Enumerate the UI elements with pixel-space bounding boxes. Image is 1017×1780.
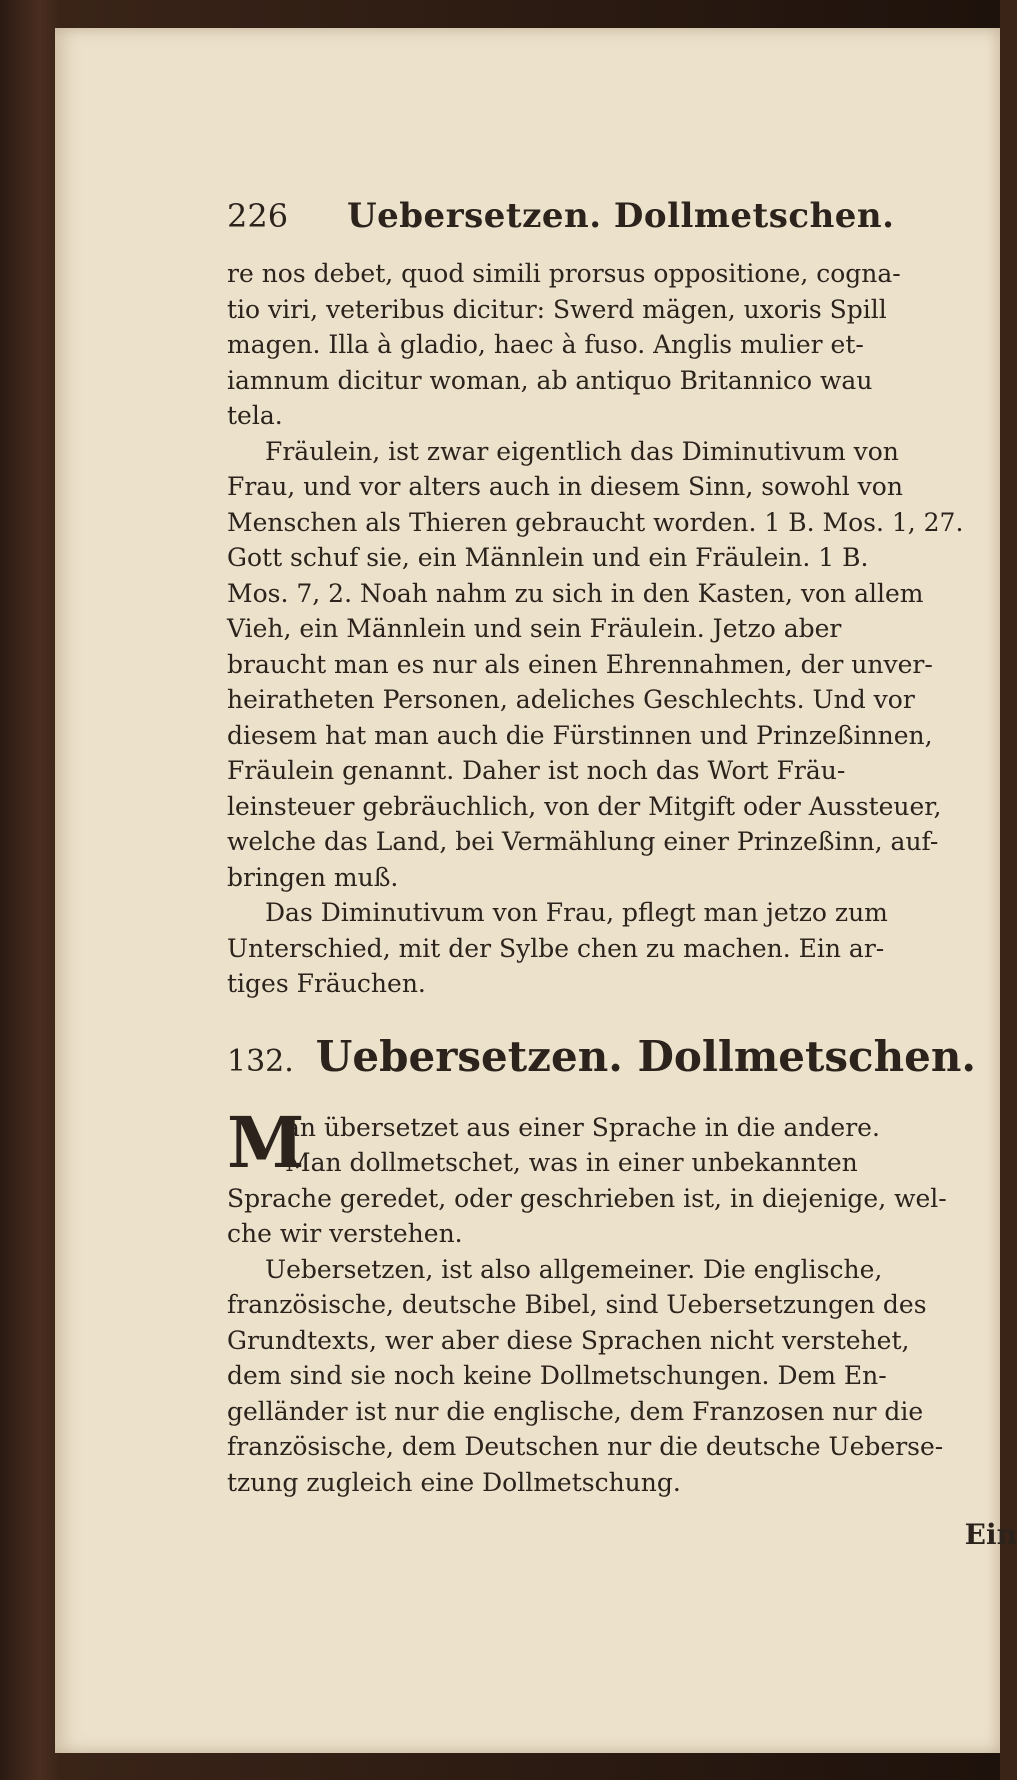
text-line: tio viri, veteribus dicitur: Swerd mägen, uxoris Spill <box>227 294 887 324</box>
text-line: tiges Fräuchen. <box>227 969 426 998</box>
text-line: Vieh, ein Männlein und sein Fräulein. Jetzo aber <box>227 614 842 643</box>
text-line: Frau, und vor alters auch in diesem Sinn, sowohl von <box>227 472 903 501</box>
text-line: re nos debet, quod simili prorsus oppositione, cogna- <box>227 259 901 288</box>
section-title: Uebersetzen. Dollmetschen. <box>315 1031 977 1081</box>
paragraph-general <box>227 1252 1017 1501</box>
page-text <box>227 196 1017 1551</box>
text-line: Gott schuf sie, ein Männlein und ein Fräulein. 1 B. <box>227 543 869 572</box>
continuation-paragraph <box>227 256 1017 434</box>
text-line: Sprache geredet, oder geschrieben ist, in diejenige, wel- <box>227 1183 947 1213</box>
text-line: Uebersetzen, ist also allgemeiner. Die englische, <box>265 1254 883 1284</box>
paragraph-fraeuchen <box>227 895 1017 1002</box>
text-line: an übersetzet aus einer Sprache in die andere. <box>285 1112 880 1142</box>
text-line: braucht man es nur als einen Ehrennahmen, der unver- <box>227 649 933 679</box>
text-line: Fräulein genannt. Daher ist noch das Wort Fräu- <box>227 756 846 785</box>
text-line: französische, dem Deutschen nur die deutsche Ueberse- <box>227 1432 944 1461</box>
text-line: französische, deutsche Bibel, sind Uebersetzungen des <box>227 1290 927 1319</box>
text-line: Fräulein, ist zwar eigentlich das Diminutivum von <box>265 436 899 466</box>
text-line: heiratheten Personen, adeliches Geschlechts. Und vor <box>227 685 915 714</box>
text-line: tzung zugleich eine Dollmetschung. <box>227 1467 681 1497</box>
text-line: Unterschied, mit der Sylbe chen zu machen. Ein ar- <box>227 933 885 963</box>
text-line: che wir verstehen. <box>227 1219 463 1248</box>
running-head: Uebersetzen. Dollmetschen. <box>347 196 895 236</box>
paragraph-fraeulein <box>227 434 1017 896</box>
text-line: welche das Land, bei Vermählung einer Prinzeßinn, auf- <box>227 827 939 856</box>
text-line: Mos. 7, 2. Noah nahm zu sich in den Kasten, von allem <box>227 578 924 608</box>
text-line: magen. Illa à gladio, haec à fuso. Anglis mulier et- <box>227 330 864 359</box>
drop-cap: M <box>227 1100 305 1184</box>
page-number: 226 <box>227 197 289 235</box>
text-line: gelländer ist nur die englische, dem Franzosen nur die <box>227 1396 924 1426</box>
catchword: Ein <box>964 1518 1017 1551</box>
text-line: bringen muß. <box>227 862 399 892</box>
text-line: Menschen als Thieren gebraucht worden. 1 B. Mos. 1, 27. <box>227 507 964 537</box>
paragraph-intro <box>227 1100 1017 1252</box>
section-number: 132. <box>227 1043 294 1079</box>
text-line: tela. <box>227 401 283 430</box>
text-line: diesem hat man auch die Fürstinnen und Prinzeßinnen, <box>227 720 933 750</box>
text-line: Das Diminutivum von Frau, pflegt man jetzo zum <box>265 898 888 927</box>
text-line: Man dollmetschet, was in einer unbekannten <box>285 1148 858 1177</box>
section-heading <box>227 1032 1017 1096</box>
page-header <box>227 196 1017 256</box>
text-line: Grundtexts, wer aber diese Sprachen nicht verstehet, <box>227 1325 910 1355</box>
text-line: dem sind sie noch keine Dollmetschungen. Dem En- <box>227 1361 887 1390</box>
text-line: leinsteuer gebräuchlich, von der Mitgift oder Aussteuer, <box>227 791 942 821</box>
text-line: iamnum dicitur woman, ab antiquo Britannico wau <box>227 365 873 395</box>
book-page <box>55 28 1017 1753</box>
